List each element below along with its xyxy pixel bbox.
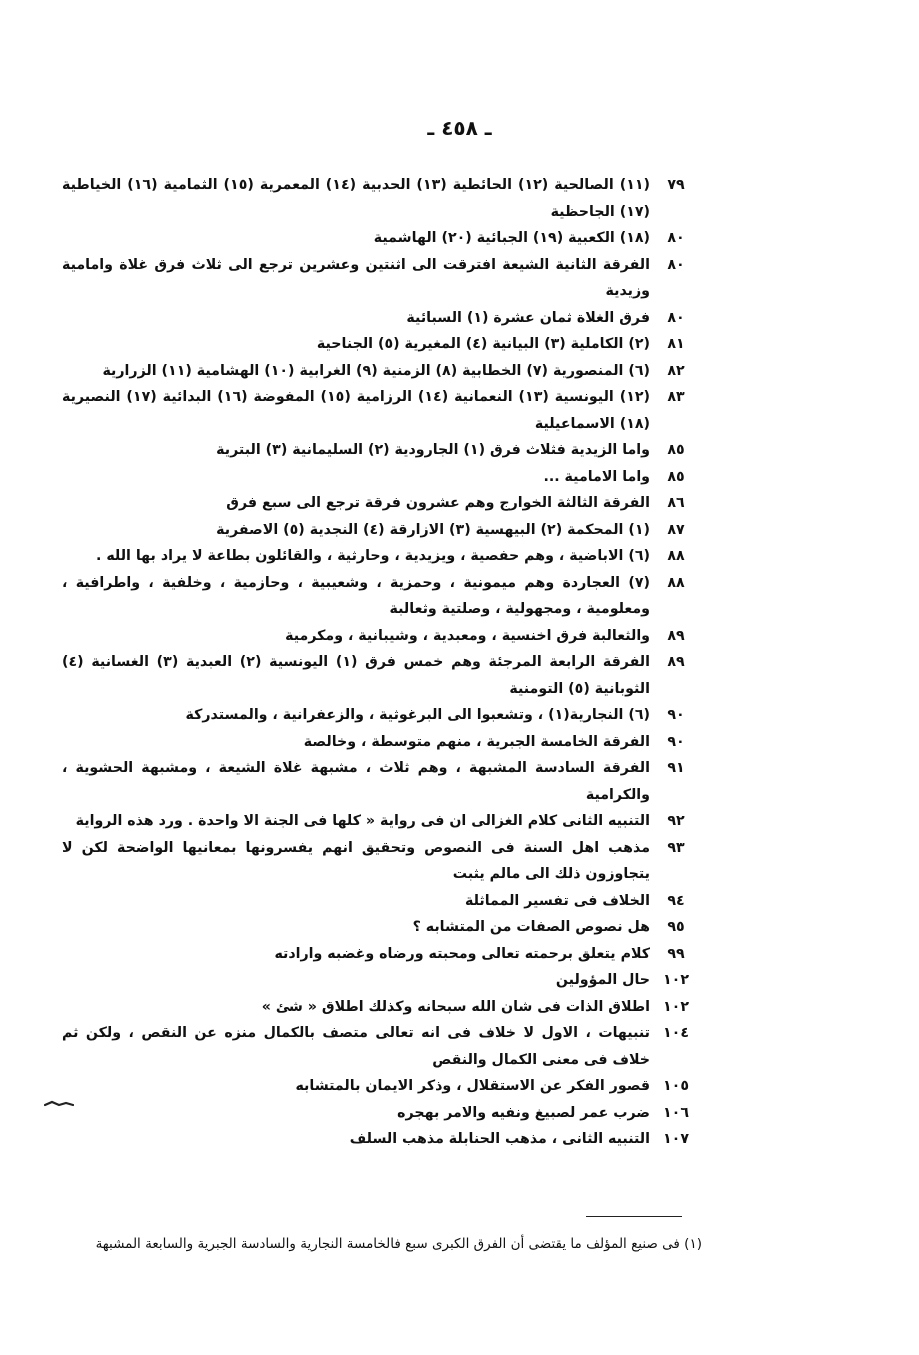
toc-entry-page-number: ٨٢ <box>667 362 685 379</box>
toc-entry-page-number: ٨٥ <box>667 442 685 458</box>
toc-entry-title: كلام يتعلق برحمته تعالى ومحبته ورضاه وغضبه وارادته <box>274 945 650 962</box>
toc-entry <box>62 570 702 623</box>
toc-entry-title: (١٢) اليونسية (١٣) النعمانية (١٤) الرزامية (١٥) المفوضة (١٦) البدائية (١٧) النصيرية (١٨) الاسماعيلية <box>62 389 650 432</box>
toc-entry <box>62 755 702 808</box>
toc-entry-title: الخلاف فى تفسير المماثلة <box>465 892 650 909</box>
toc-entry <box>62 702 702 729</box>
table-of-contents <box>62 172 702 1153</box>
toc-entry-title: الفرقة الرابعة المرجئة وهم خمس فرق (١) اليونسية (٢) العبدية (٣) الغسانية (٤) الثوبانية (٥) التومنية <box>62 654 650 697</box>
toc-entry-title: هل نصوص الصفات من المتشابه ؟ <box>412 919 650 935</box>
toc-entry-title: (٦) النجارية(١) ، وتشعبوا الى البرغوثية ، والزعفرانية ، والمستدركة <box>185 707 650 723</box>
toc-entry <box>62 835 702 888</box>
toc-entry <box>62 649 702 702</box>
toc-entry-title: (٦) الاباضية ، وهم حفصية ، ويزيدية ، وحارثية ، والقائلون بطاعة لا يراد بها الله . <box>96 548 650 564</box>
toc-entry-title: واما الزيدية فثلاث فرق (١) الجارودية (٢) السليمانية (٣) البترية <box>216 442 650 458</box>
toc-entry-title: التنبيه الثانى ، مذهب الحنابلة مذهب السلف <box>349 1131 650 1147</box>
toc-entry-page-number: ١٠٤ <box>663 1025 689 1041</box>
footnote: (١) فى صنيع المؤلف ما يقتضى أن الفرق الكبرى سبع فالخامسة النجارية والسادسة الجبرية والسابعة المشبهة <box>95 1236 702 1252</box>
toc-entry <box>62 914 702 941</box>
toc-entry-page-number: ٨٨ <box>667 548 685 564</box>
toc-entry-page-number: ٨٩ <box>667 627 685 644</box>
toc-entry-page-number: ٨٦ <box>667 495 685 511</box>
toc-entry <box>62 490 702 517</box>
toc-entry-page-number: ٩٠ <box>667 707 685 723</box>
toc-entry-page-number: ٨٠ <box>667 256 685 273</box>
toc-entry <box>62 1073 702 1100</box>
toc-entry-page-number: ٧٩ <box>667 177 685 193</box>
toc-entry-page-number: ٨١ <box>667 336 685 352</box>
toc-entry <box>62 1020 702 1073</box>
toc-entry-page-number: ٩١ <box>667 760 685 776</box>
toc-entry <box>62 729 702 756</box>
toc-entry-title: والثعالبة فرق اخنسية ، ومعبدية ، وشيبانية ، ومكرمية <box>285 627 650 644</box>
toc-entry-title: تنبيهات ، الاول لا خلاف فى انه تعالى متصف بالكمال منزه عن النقص ، ولكن ثم خلاف فى معنى الكمال والنقص <box>62 1025 650 1068</box>
toc-entry <box>62 941 702 968</box>
toc-entry <box>62 252 702 305</box>
toc-entry-title: الفرقة الثالثة الخوارج وهم عشرون فرقة ترجع الى سبع فرق <box>226 495 650 511</box>
toc-entry-page-number: ٩٣ <box>667 839 685 856</box>
toc-entry <box>62 994 702 1021</box>
toc-entry-page-number: ٨٧ <box>667 521 685 538</box>
toc-entry-title: (١١) الصالحية (١٢) الحائطية (١٣) الحدبية (١٤) المعمرية (١٥) الثمامية (١٦) الخياطية (١٧) الجاحظية <box>62 177 650 220</box>
toc-entry-page-number: ٩٤ <box>667 892 685 909</box>
margin-mark-icon <box>44 1094 74 1104</box>
toc-entry <box>62 358 702 385</box>
toc-entry-page-number: ١٠٥ <box>663 1078 689 1094</box>
toc-entry-page-number: ٩٩ <box>667 945 685 962</box>
toc-entry <box>62 808 702 835</box>
toc-entry <box>62 437 702 464</box>
toc-entry-title: واما الامامية ... <box>543 468 650 485</box>
toc-entry-page-number: ١٠٢ <box>663 998 689 1015</box>
toc-entry-page-number: ٨٣ <box>667 389 685 405</box>
toc-entry-title: قصور الفكر عن الاستقلال ، وذكر الايمان بالمتشابه <box>295 1078 650 1094</box>
toc-entry <box>62 1126 702 1153</box>
toc-entry <box>62 1100 702 1127</box>
toc-entry-title: مذهب اهل السنة فى النصوص وتحقيق انهم يفسرونها بمعانيها الواضحة لكن لا يتجاوزون ذلك الى مالم يثبت <box>62 839 650 882</box>
toc-entry-page-number: ١٠٧ <box>663 1131 689 1147</box>
toc-entry-title: (٧) العجاردة وهم ميمونية ، وحمزية ، وشعيبية ، وحازمية ، وخلفية ، واطرافية ، ومعلومية ، ومجهولية ، وصلتية وثعالبة <box>62 574 650 617</box>
toc-entry-page-number: ٩٠ <box>667 733 685 750</box>
toc-entry-page-number: ٩٢ <box>667 813 685 829</box>
toc-entry-title: الفرقة الخامسة الجبرية ، منهم متوسطة ، وخالصة <box>303 733 650 750</box>
toc-entry-page-number: ٩٥ <box>667 919 685 935</box>
toc-entry-title: اطلاق الذات فى شان الله سبحانه وكذلك اطلاق « شئ » <box>261 998 650 1015</box>
toc-entry-page-number: ١٠٦ <box>663 1104 689 1121</box>
toc-entry-page-number: ٨٠ <box>667 230 685 246</box>
toc-entry-title: (١) المحكمة (٢) البيهسية (٣) الازارقة (٤) النجدية (٥) الاصفرية <box>216 521 650 538</box>
page-number: ـ ٤٥٨ ـ <box>427 116 492 140</box>
toc-entry-title: التنبيه الثانى كلام الغزالى ان فى رواية « كلها فى الجنة الا واحدة . ورد هذه الرواية <box>75 813 650 829</box>
toc-entry <box>62 172 702 225</box>
toc-entry-title: الفرقة الثانية الشيعة افترقت الى اثنتين وعشرين ترجع الى ثلاث فرق غلاة وامامية وزيدية <box>62 256 650 299</box>
toc-entry-title: (٢) الكاملية (٣) البيانية (٤) المغيرية (٥) الجناحية <box>316 336 650 352</box>
toc-entry-title: (٦) المنصورية (٧) الخطابية (٨) الزمنية (٩) الغرابية (١٠) الهشامية (١١) الزرارية <box>102 362 650 379</box>
toc-entry <box>62 623 702 650</box>
toc-entry <box>62 331 702 358</box>
toc-entry <box>62 517 702 544</box>
toc-entry-title: الفرقة السادسة المشبهة ، وهم ثلاث ، مشبهة غلاة الشيعة ، ومشبهة الحشوية ، والكرامية <box>62 760 650 803</box>
toc-entry-page-number: ١٠٢ <box>663 972 689 988</box>
toc-entry-page-number: ٨٩ <box>667 654 685 670</box>
toc-entry <box>62 967 702 994</box>
toc-entry <box>62 543 702 570</box>
toc-entry <box>62 384 702 437</box>
toc-entry-title: (١٨) الكعبية (١٩) الجبائية (٢٠) الهاشمية <box>373 230 650 246</box>
toc-entry-page-number: ٨٠ <box>667 309 685 326</box>
toc-entry-title: ضرب عمر لصبيغ ونفيه والامر بهجره <box>397 1104 650 1121</box>
toc-entry-page-number: ٨٨ <box>667 574 685 591</box>
toc-entry <box>62 464 702 491</box>
toc-entry-title: حال المؤولين <box>555 972 650 988</box>
toc-entry <box>62 225 702 252</box>
toc-entry <box>62 888 702 915</box>
toc-entry <box>62 305 702 332</box>
toc-entry-title: فرق الغلاة ثمان عشرة (١) السبائية <box>406 309 650 326</box>
toc-entry-page-number: ٨٥ <box>667 468 685 485</box>
footnote-divider <box>586 1216 682 1217</box>
